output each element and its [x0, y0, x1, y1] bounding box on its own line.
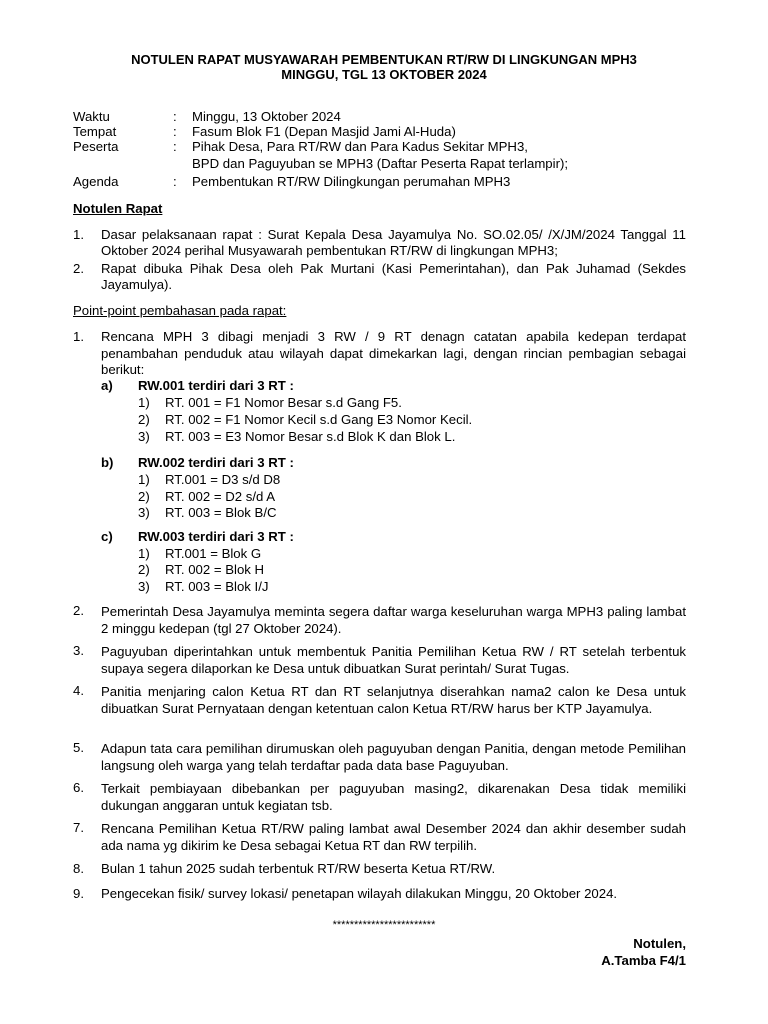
point-number: 2. — [73, 603, 84, 618]
rt-item: RT.001 = D3 s/d D8 — [165, 472, 281, 487]
rw-letter: c) — [101, 529, 113, 544]
info-colon: : — [173, 109, 177, 124]
intro-number: 1. — [73, 227, 84, 242]
rt-item: RT. 002 = F1 Nomor Kecil s.d Gang E3 Nomor Kecil. — [165, 412, 473, 427]
intro-item-text: Rapat dibuka Pihak Desa oleh Pak Murtani (Kasi Pemerintahan), dan Pak Juhamad (Sekdes Jayamulya). — [101, 261, 686, 292]
info-label-peserta: Peserta — [73, 139, 119, 154]
point-number: 7. — [73, 820, 84, 835]
rt-item: RT.001 = Blok G — [165, 546, 262, 561]
rt-item: RT. 003 = Blok B/C — [165, 505, 277, 520]
rt-number: 3) — [138, 579, 150, 594]
info-label-waktu: Waktu — [73, 109, 110, 124]
point-number: 9. — [73, 886, 84, 901]
point-text: Rencana Pemilihan Ketua RT/RW paling lambat awal Desember 2024 dan akhir desember sudah ada nama yg dikirim ke Desa sebagai Ketua RT dan RW terpilih. — [101, 821, 686, 853]
rt-number: 2) — [138, 489, 150, 504]
rt-number: 1) — [138, 472, 150, 487]
info-value-agenda: Pembentukan RT/RW Dilingkungan perumahan MPH3 — [192, 174, 511, 189]
point-number: 1. — [73, 329, 84, 344]
info-value-waktu: Minggu, 13 Oktober 2024 — [192, 109, 341, 124]
rt-number: 3) — [138, 429, 150, 444]
rt-item: RT. 003 = E3 Nomor Besar s.d Blok K dan Blok L. — [165, 429, 456, 444]
point-text: Pemerintah Desa Jayamulya meminta segera daftar warga keseluruhan warga MPH3 paling lambat 2 minggu kedepan (tgl 27 Oktober 2024). — [101, 604, 686, 636]
info-colon: : — [173, 174, 177, 189]
signature-title: Notulen, — [633, 936, 686, 951]
rt-number: 2) — [138, 562, 150, 577]
point-text: Terkait pembiayaan dibebankan per paguyuban masing2, dikarenakan Desa tidak memiliki dukungan anggaran untuk kegiatan tsb. — [101, 781, 686, 813]
rt-number: 3) — [138, 505, 150, 520]
point-number: 5. — [73, 740, 84, 755]
info-colon: : — [173, 139, 177, 154]
info-value-peserta: Pihak Desa, Para RT/RW dan Para Kadus Sekitar MPH3, — [192, 139, 528, 154]
rw-title: RW.003 terdiri dari 3 RT : — [138, 529, 294, 544]
info-value-tempat: Fasum Blok F1 (Depan Masjid Jami Al-Huda) — [192, 124, 456, 139]
rt-number: 1) — [138, 395, 150, 410]
rt-item: RT. 002 = D2 s/d A — [165, 489, 276, 504]
rt-item: RT. 002 = Blok H — [165, 562, 265, 577]
info-colon: : — [173, 124, 177, 139]
rw-title: RW.002 terdiri dari 3 RT : — [138, 455, 294, 470]
point-number: 3. — [73, 643, 84, 658]
document-title-line2: MINGGU, TGL 13 OKTOBER 2024 — [281, 67, 487, 82]
rt-item: RT. 001 = F1 Nomor Besar s.d Gang F5. — [165, 395, 402, 410]
rt-number: 1) — [138, 546, 150, 561]
point-text: Bulan 1 tahun 2025 sudah terbentuk RT/RW beserta Ketua RT/RW. — [101, 861, 496, 876]
intro-item-text: Dasar pelaksanaan rapat : Surat Kepala Desa Jayamulya No. SO.02.05/ /X/JM/2024 Tanggal 11 Oktober 2024 perihal Musyawarah pembentukan RT/RW di lingkungan MPH3; — [101, 227, 686, 258]
info-label-agenda: Agenda — [73, 174, 119, 189]
rw-letter: b) — [101, 455, 114, 470]
separator: ************************ — [332, 919, 436, 931]
point-text: Paguyuban diperintahkan untuk membentuk Panitia Pemilihan Ketua RW / RT setelah terbentuk supaya segera dilaporkan ke Desa untuk dibuatkan Surat perintah/ Surat Tugas. — [101, 644, 686, 676]
point-text: Rencana MPH 3 dibagi menjadi 3 RW / 9 RT denagn catatan apabila kedepan terdapat penambahan penduduk atau wilayah dapat dimekarkan lagi, dengan rincian pembagian sebagai berikut: — [101, 329, 686, 377]
info-label-tempat: Tempat — [73, 124, 117, 139]
rt-item: RT. 003 = Blok I/J — [165, 579, 269, 594]
point-number: 4. — [73, 683, 84, 698]
notulen-heading: Notulen Rapat — [73, 201, 163, 216]
point-text: Pengecekan fisik/ survey lokasi/ penetapan wilayah dilakukan Minggu, 20 Oktober 2024. — [101, 886, 618, 901]
intro-number: 2. — [73, 261, 84, 276]
signature-name: A.Tamba F4/1 — [601, 953, 686, 968]
document-title-line1: NOTULEN RAPAT MUSYAWARAH PEMBENTUKAN RT/RW DI LINGKUNGAN MPH3 — [131, 52, 637, 67]
rw-letter: a) — [101, 378, 113, 393]
point-text: Adapun tata cara pemilihan dirumuskan oleh paguyuban dengan Panitia, dengan metode Pemilihan langsung oleh warga yang telah terdaftar pada data base Paguyuban. — [101, 741, 686, 773]
info-value-peserta-line2: BPD dan Paguyuban se MPH3 (Daftar Peserta Rapat terlampir); — [192, 156, 569, 171]
point-text: Panitia menjaring calon Ketua RT dan RT selanjutnya diserahkan nama2 calon ke Desa untuk dibuatkan Surat Pernyataan dengan ketentuan calon Ketua RT/RW harus ber KTP Jayamulya. — [101, 684, 686, 716]
points-heading: Point-point pembahasan pada rapat: — [73, 303, 287, 318]
rt-number: 2) — [138, 412, 150, 427]
rw-title: RW.001 terdiri dari 3 RT : — [138, 378, 294, 393]
point-number: 8. — [73, 861, 84, 876]
point-number: 6. — [73, 780, 84, 795]
